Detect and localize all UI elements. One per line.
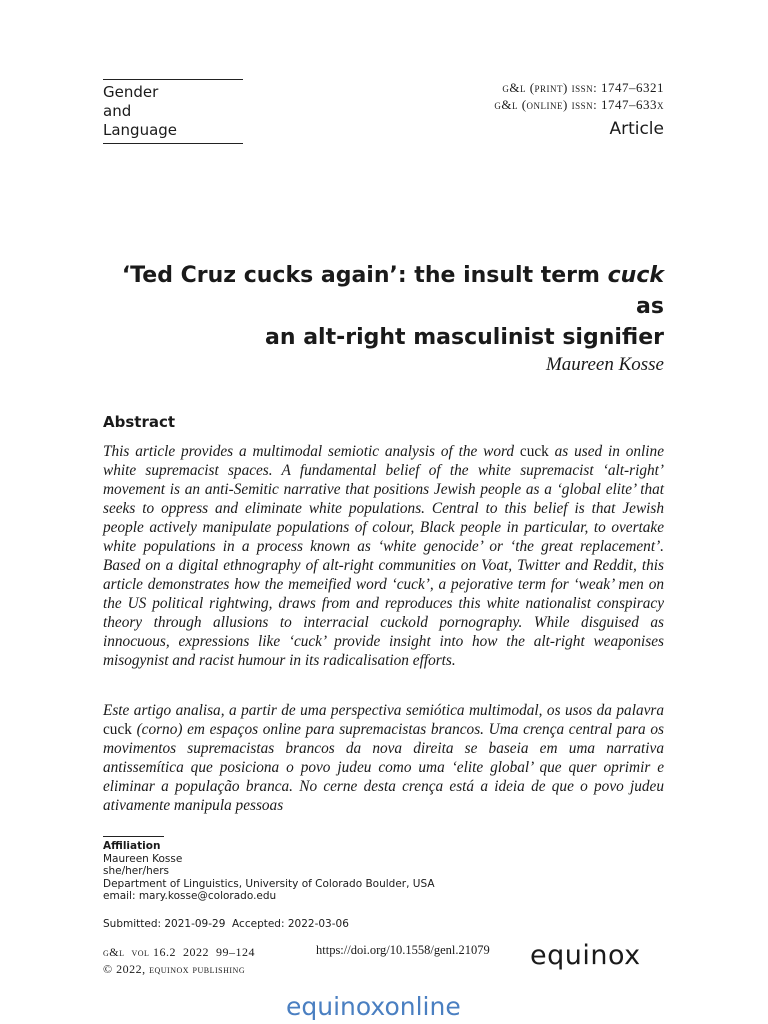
affiliation-department: Department of Linguistics, University of Colorado Boulder, USA [103, 877, 435, 890]
equinox-logo-text: equinox [530, 940, 641, 971]
journal-name-line: and [103, 102, 132, 120]
abstract-text: as used in online white supremacist spaces. A fundamental belief of the white supremacist ‘alt-right’ movement is an anti-Semitic narrative that positions Jewish people as a ‘global elite’ that seeks to oppress and eliminate white populations. Central to this belief is that Jewish people actively manipulate populations of colour, Black people in particular, to overtake white populations in a process known as ‘white genocide’ or ‘the great replacement’. Based on a digital ethnography of alt-right communities on Voat, Twitter and Reddit, this article demonstrates how the memeified word ‘cuck’, a pejorative term for ‘weak’ men on the US political rightwing, draws from and reproduces this white nationalist conspiracy theory through allusions to interracial cuckold pornography. While disguised as innocuous, expressions like ‘cuck’ provide insight into how the alt-right weaponises misogynist and racist humour in its radicalisation efforts. [103, 443, 664, 669]
abstract-english [103, 442, 664, 670]
submission-dates: Submitted: 2021-09-29 Accepted: 2022-03-06 [103, 918, 349, 930]
affiliation-block [103, 840, 435, 903]
title-line-2: an alt-right masculinist signifier [265, 325, 664, 350]
journal-name [103, 79, 243, 144]
equinox-online-logo-text: equinoxonline [286, 992, 461, 1021]
affiliation-heading: Affiliation [103, 840, 161, 852]
footer-citation: g&l vol 16.2 2022 99–124 [103, 945, 255, 959]
journal-name-line: Language [103, 121, 178, 139]
journal-name-line: Gender [103, 83, 159, 101]
issn-online: g&l (online) issn: 1747–633x [494, 97, 664, 112]
abstract-text: This article provides a multimodal semiotic analysis of the word [103, 443, 520, 460]
article-title [103, 260, 664, 353]
title-text: ‘Ted Cruz cucks again’: the insult term [121, 263, 608, 288]
title-text: as [636, 294, 664, 319]
title-line-1 [103, 260, 664, 322]
equinox-logo [530, 939, 666, 971]
abstract-term: cuck [519, 443, 549, 460]
doi-link[interactable]: https://doi.org/10.1558/genl.21079 [316, 943, 490, 957]
abstract-heading: Abstract [103, 413, 176, 431]
affiliation-email[interactable]: email: mary.kosse@colorado.edu [103, 890, 277, 902]
article-type-label: Article [609, 119, 664, 139]
title-emphasis: cuck [607, 263, 664, 288]
author-name: Maureen Kosse [545, 354, 664, 375]
footer-copyright: © 2022, equinox publishing [103, 962, 246, 976]
affiliation-divider [103, 836, 164, 837]
affiliation-name: Maureen Kosse [103, 852, 183, 865]
abstract-text: Este artigo analisa, a partir de uma perspectiva semiótica multimodal, os usos da palavra [103, 702, 664, 719]
abstract-text: (corno) em espaços online para supremacistas brancos. Uma crença central para os movimentos supremacistas brancos da nova direita se baseia em uma narrativa antissemítica que posiciona o povo judeu como uma ‘elite global’ que quer oprimir e eliminar a população branca. No cerne desta crença está a ideia de que o povo judeu ativamente manipula pessoas [103, 721, 664, 814]
abstract-term: cuck [103, 721, 132, 738]
affiliation-pronouns: she/her/hers [103, 865, 169, 877]
abstract-portuguese [103, 701, 664, 815]
issn-print: g&l (print) issn: 1747–6321 [502, 80, 664, 95]
footer-citation-block [103, 944, 255, 978]
equinox-online-logo [286, 990, 482, 1022]
